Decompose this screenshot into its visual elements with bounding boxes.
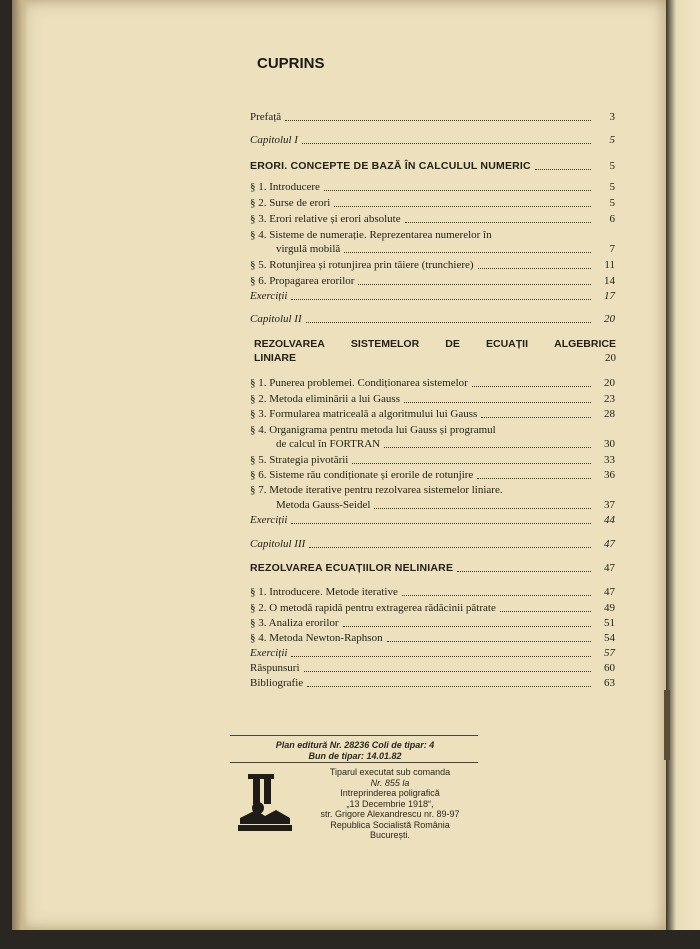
toc-entry-answers: Răspunsuri 60 bbox=[250, 662, 615, 674]
bottom-shadow bbox=[0, 930, 700, 949]
toc-item: § 2. Metoda eliminării a lui Gauss 23 bbox=[250, 393, 615, 405]
toc-item: § 4. Organigrama pentru metoda lui Gauss și programul bbox=[250, 424, 496, 436]
toc-item: § 4. Sisteme de numerație. Reprezentarea numerelor în bbox=[250, 229, 492, 241]
toc-item-continuation: virgulă mobilă 7 bbox=[276, 243, 615, 255]
toc-item: § 4. Metoda Newton-Raphson 54 bbox=[250, 632, 615, 644]
toc-chapter-1-title: ERORI. CONCEPTE DE BAZĂ ÎN CALCULUL NUMERIC 5 bbox=[250, 160, 615, 172]
imprint-rule-top bbox=[230, 735, 478, 736]
toc-item: § 3. Analiza erorilor 51 bbox=[250, 617, 615, 629]
toc-item: § 6. Sisteme rău condiționate și erorile de rotunjire 36 bbox=[250, 469, 615, 481]
imprint-edition-info: Plan editură Nr. 28236 Coli de tipar: 4 Bun de tipar: 14.01.82 bbox=[275, 740, 435, 761]
toc-item: § 6. Propagarea erorilor 14 bbox=[250, 275, 615, 287]
toc-entry-prefata: Prefață 3 bbox=[250, 111, 615, 123]
page-tab bbox=[664, 690, 670, 760]
toc-item: § 2. O metodă rapidă pentru extragerea rădăcinii pătrate 49 bbox=[250, 602, 615, 614]
toc-entry-bibliography: Bibliografie 63 bbox=[250, 677, 615, 689]
printing-house-logo-icon bbox=[236, 770, 294, 832]
toc-item: § 5. Rotunjirea și rotunjirea prin tăiere (trunchiere) 11 bbox=[250, 259, 615, 271]
printer-info: Tiparul executat sub comanda Nr. 855 la Intreprinderea poligrafică „13 Decembrie 1918“, str. Grigore Alexandrescu nr. 89-97 Republica Socialistă România București. bbox=[320, 767, 460, 840]
toc-item-continuation: de calcul în FORTRAN 30 bbox=[276, 438, 615, 450]
toc-item-continuation: Metoda Gauss-Seidel 37 bbox=[276, 499, 615, 511]
toc-entry-chapter-1: Capitolul I 5 bbox=[250, 134, 615, 146]
toc-item: § 3. Erori relative și erori absolute 6 bbox=[250, 213, 615, 225]
toc-item: § 1. Introducere. Metode iterative 47 bbox=[250, 586, 615, 598]
toc-entry-exercises: Exerciții 57 bbox=[250, 647, 615, 659]
toc-entry-exercises: Exerciții 17 bbox=[250, 290, 615, 302]
toc-item: § 2. Surse de erori 5 bbox=[250, 197, 615, 209]
toc-item: § 7. Metode iterative pentru rezolvarea sistemelor liniare. bbox=[250, 484, 503, 496]
page-title: CUPRINS bbox=[257, 55, 325, 72]
toc-entry-chapter-3: Capitolul III 47 bbox=[250, 538, 615, 550]
toc-chapter-3-title: REZOLVAREA ECUAȚIILOR NELINIARE 47 bbox=[250, 562, 615, 574]
toc-chapter-2-title: REZOLVAREA SISTEMELOR DE ECUAȚII ALGEBRICE LINIARE 20 bbox=[254, 338, 616, 364]
toc-item: § 1. Punerea problemei. Condiționarea sistemelor 20 bbox=[250, 377, 615, 389]
imprint-rule-bottom bbox=[230, 762, 478, 763]
toc-entry-exercises: Exerciții 44 bbox=[250, 514, 615, 526]
toc-item: § 5. Strategia pivotării 33 bbox=[250, 454, 615, 466]
toc-entry-chapter-2: Capitolul II 20 bbox=[250, 313, 615, 325]
page-binding bbox=[12, 0, 28, 930]
toc-item: § 1. Introducere 5 bbox=[250, 181, 615, 193]
facing-page-edge bbox=[666, 0, 700, 949]
toc-item: § 3. Formularea matriceală a algoritmului lui Gauss 28 bbox=[250, 408, 615, 420]
